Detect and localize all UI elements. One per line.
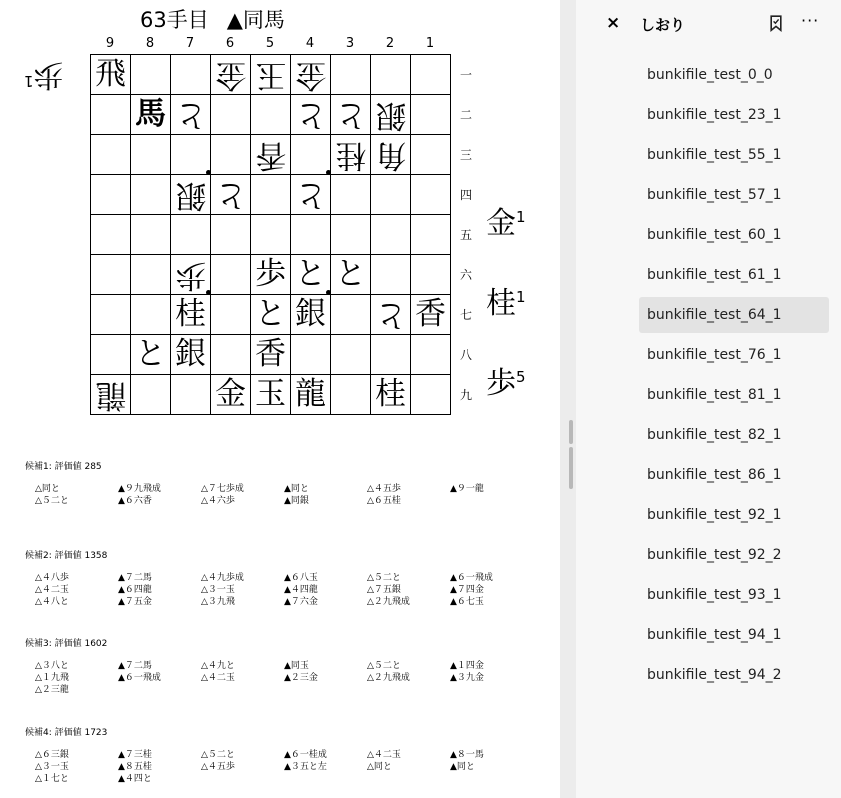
- board-cell: [371, 215, 411, 255]
- bookmark-item[interactable]: bunkifile_test_23_1: [647, 107, 782, 123]
- board-cell: [91, 175, 131, 215]
- board-cell: [331, 175, 371, 215]
- more-options-button[interactable]: ···: [801, 11, 820, 30]
- hand-piece-name: 桂: [486, 286, 516, 321]
- row-label: 二: [459, 108, 472, 122]
- candidate-move: △７七歩成: [201, 484, 244, 494]
- board-piece: 銀: [171, 335, 211, 375]
- candidate-move: ▲７六金: [284, 597, 318, 607]
- board-cell: [411, 215, 451, 255]
- board-piece: 龍: [291, 375, 331, 415]
- board-cell: [171, 135, 211, 175]
- board-star-point: [206, 170, 211, 175]
- candidate-move: △同と: [35, 484, 60, 494]
- candidate-move: △３八と: [35, 661, 69, 671]
- board-cell: [411, 95, 451, 135]
- board-cell: [371, 55, 411, 95]
- board-cell: [131, 295, 171, 335]
- candidate-move: ▲６一桂成: [284, 750, 327, 760]
- board-cell: [371, 175, 411, 215]
- board-cell: [371, 255, 411, 295]
- hand-piece: [24, 56, 64, 100]
- candidate-move: ▲７五金: [118, 597, 152, 607]
- board-piece: 銀: [291, 295, 331, 335]
- board-piece: 銀: [171, 175, 211, 215]
- board-piece: 玉: [251, 375, 291, 415]
- candidate-move: ▲２三金: [284, 673, 318, 683]
- candidate-move: △６三銀: [35, 750, 69, 760]
- board-cell: [171, 215, 211, 255]
- bookmark-item[interactable]: bunkifile_test_61_1: [647, 267, 782, 283]
- column-label: 3: [345, 36, 355, 51]
- bookmark-item[interactable]: bunkifile_test_60_1: [647, 227, 782, 243]
- hand-piece-count: 5: [516, 368, 526, 386]
- board-cell: [211, 255, 251, 295]
- bookmark-item[interactable]: bunkifile_test_82_1: [647, 427, 782, 443]
- board-cell: [91, 215, 131, 255]
- candidate-move: ▲６七玉: [450, 597, 484, 607]
- bookmark-item[interactable]: bunkifile_test_86_1: [647, 467, 782, 483]
- board-piece: 玉: [251, 55, 291, 95]
- row-label: 五: [459, 228, 472, 242]
- candidate-move: ▲６一飛成: [450, 573, 493, 583]
- candidate-move: ▲６六香: [118, 496, 152, 506]
- hand-piece-count: 1: [516, 208, 526, 226]
- board-piece: と: [371, 295, 411, 335]
- candidate-move: ▲７二馬: [118, 573, 152, 583]
- candidate-move: △４八と: [35, 597, 69, 607]
- board-cell: [171, 375, 211, 415]
- board-cell: [251, 175, 291, 215]
- board-piece: 龍: [91, 375, 131, 415]
- column-label: 9: [105, 36, 115, 51]
- candidate-move: △５二と: [367, 573, 401, 583]
- board-piece: 桂: [371, 375, 411, 415]
- candidate-block: [25, 725, 555, 785]
- column-label: 6: [225, 36, 235, 51]
- candidate-move: △１九飛: [35, 673, 69, 683]
- candidate-move: △４二玉: [35, 585, 69, 595]
- bookmark-item[interactable]: bunkifile_test_92_1: [647, 507, 782, 523]
- candidate-move: ▲３九金: [450, 673, 484, 683]
- row-label: 一: [459, 68, 472, 82]
- column-label: 1: [425, 36, 435, 51]
- board-cell: [251, 95, 291, 135]
- candidate-move: △４六歩: [201, 496, 235, 506]
- board-piece: と: [331, 255, 371, 295]
- candidate-move: ▲８一馬: [450, 750, 484, 760]
- row-label: 七: [459, 308, 472, 322]
- candidate-block: [25, 548, 555, 608]
- candidate-move: △１七と: [35, 774, 69, 784]
- candidate-move: △２三龍: [35, 685, 69, 695]
- board-cell: [331, 55, 371, 95]
- board-piece: 飛: [91, 55, 131, 95]
- board-star-point: [326, 290, 331, 295]
- bookmark-item[interactable]: bunkifile_test_76_1: [647, 347, 782, 363]
- board-cell: [211, 95, 251, 135]
- bookmark-item[interactable]: bunkifile_test_55_1: [647, 147, 782, 163]
- board-cell: [131, 175, 171, 215]
- board-cell: [131, 375, 171, 415]
- bookmark-item[interactable]: bunkifile_test_57_1: [647, 187, 782, 203]
- bookmark-item[interactable]: bunkifile_test_94_1: [647, 627, 782, 643]
- document-scrollbar-thumb[interactable]: [569, 447, 573, 489]
- board-cell: [291, 135, 331, 175]
- board-piece: と: [291, 175, 331, 215]
- candidate-move: △２九飛成: [367, 597, 410, 607]
- board-piece: 香: [251, 335, 291, 375]
- move-number: 63手目: [140, 8, 209, 32]
- candidate-move: △４五歩: [201, 762, 235, 772]
- splitter-handle[interactable]: [569, 420, 573, 444]
- board-piece: 香: [251, 135, 291, 175]
- row-label: 八: [459, 348, 472, 362]
- board-cell: [131, 215, 171, 255]
- board-cell: [411, 175, 451, 215]
- bookmark-item[interactable]: bunkifile_test_64_1: [639, 297, 829, 333]
- candidate-move: ▲６一飛成: [118, 673, 161, 683]
- candidate-move: △３一玉: [201, 585, 235, 595]
- candidate-move: △４五歩: [367, 484, 401, 494]
- board-cell: [91, 295, 131, 335]
- board-cell: [411, 135, 451, 175]
- board-piece: と: [171, 95, 211, 135]
- candidate-move: △３一玉: [35, 762, 69, 772]
- candidate-move: △同と: [367, 762, 392, 772]
- bookmark-item[interactable]: bunkifile_test_93_1: [647, 587, 782, 603]
- hand-piece-count: 1: [24, 72, 34, 90]
- hand-piece: [486, 358, 526, 402]
- candidate-move: ▲７四金: [450, 585, 484, 595]
- candidate-move: ▲６八玉: [284, 573, 318, 583]
- candidate-move: ▲６四龍: [118, 585, 152, 595]
- board-cell: [131, 55, 171, 95]
- board-cell: [331, 335, 371, 375]
- panel-title: しおり: [640, 16, 686, 34]
- column-label: 4: [305, 36, 315, 51]
- board-cell: [211, 335, 251, 375]
- candidate-move: ▲７二馬: [118, 661, 152, 671]
- candidate-block: [25, 636, 555, 696]
- column-label: 5: [265, 36, 275, 51]
- candidate-move: ▲４四龍: [284, 585, 318, 595]
- row-label: 四: [459, 188, 472, 202]
- board-cell: [331, 295, 371, 335]
- board-piece: 桂: [171, 295, 211, 335]
- candidate-move: △５二と: [367, 661, 401, 671]
- candidate-move: △３九飛: [201, 597, 235, 607]
- board-piece: 歩: [251, 255, 291, 295]
- board-cell: [91, 255, 131, 295]
- board-cell: [91, 335, 131, 375]
- board-cell: [291, 335, 331, 375]
- bookmark-item[interactable]: bunkifile_test_81_1: [647, 387, 782, 403]
- board-cell: [411, 55, 451, 95]
- board-piece: と: [291, 255, 331, 295]
- board-piece: と: [291, 95, 331, 135]
- board-piece: 金: [291, 55, 331, 95]
- splitter[interactable]: [560, 0, 576, 798]
- candidate-move: △４二玉: [201, 673, 235, 683]
- candidate-move: △５二と: [201, 750, 235, 760]
- bookmark-icon[interactable]: [770, 15, 782, 32]
- board-cell: [91, 135, 131, 175]
- candidate-move: △４九歩成: [201, 573, 244, 583]
- board-cell: [411, 375, 451, 415]
- board-star-point: [326, 170, 331, 175]
- candidate-header: 候補4: 評価値 1723: [25, 728, 108, 738]
- candidate-move: ▲同玉: [284, 661, 309, 671]
- board-cell: [131, 255, 171, 295]
- last-move: ▲同馬: [226, 8, 285, 32]
- hand-piece-name: 金: [486, 206, 516, 241]
- board-cell: [411, 335, 451, 375]
- hand-piece: [486, 198, 526, 242]
- board-piece: 銀: [371, 95, 411, 135]
- board-cell: [131, 135, 171, 175]
- board-piece: 金: [211, 375, 251, 415]
- column-label: 8: [145, 36, 155, 51]
- candidate-move: ▲４四と: [118, 774, 152, 784]
- board-cell: [171, 55, 211, 95]
- hand-piece-name: 歩: [33, 57, 64, 92]
- candidate-move: ▲８五桂: [118, 762, 152, 772]
- board-piece: 歩: [171, 255, 211, 295]
- candidate-header: 候補3: 評価値 1602: [25, 639, 108, 649]
- board-piece: 桂: [331, 135, 371, 175]
- board-star-point: [206, 290, 211, 295]
- candidate-move: △４二玉: [367, 750, 401, 760]
- board-piece: と: [331, 95, 371, 135]
- candidate-move: △４九と: [201, 661, 235, 671]
- hand-piece-name: 歩: [486, 366, 516, 401]
- row-label: 三: [459, 148, 472, 162]
- bookmark-item[interactable]: bunkifile_test_0_0: [647, 67, 773, 83]
- bookmark-item[interactable]: bunkifile_test_92_2: [647, 547, 782, 563]
- board-piece: と: [131, 335, 171, 375]
- candidate-block: [25, 459, 555, 507]
- board-piece: 香: [411, 295, 451, 335]
- bookmark-item[interactable]: bunkifile_test_94_2: [647, 667, 782, 683]
- page-title: [140, 4, 285, 34]
- candidate-move: △４八歩: [35, 573, 69, 583]
- board-cell: [371, 335, 411, 375]
- board-cell: [291, 215, 331, 255]
- hand-piece-count: 1: [516, 288, 526, 306]
- board-cell: [91, 95, 131, 135]
- candidate-move: △２九飛成: [367, 673, 410, 683]
- board-piece: と: [251, 295, 291, 335]
- board-cell: [211, 215, 251, 255]
- candidate-move: ▲同と: [284, 484, 309, 494]
- candidate-move: △５二と: [35, 496, 69, 506]
- hand-piece: [486, 278, 526, 322]
- board-cell: [331, 375, 371, 415]
- board-cell: [331, 215, 371, 255]
- board-piece: 角: [371, 135, 411, 175]
- candidate-header: 候補2: 評価値 1358: [25, 551, 108, 561]
- board-cell: [411, 255, 451, 295]
- candidate-move: △７五銀: [367, 585, 401, 595]
- column-label: 7: [185, 36, 195, 51]
- candidate-move: ▲３五と左: [284, 762, 327, 772]
- column-label: 2: [385, 36, 395, 51]
- candidate-header: 候補1: 評価値 285: [25, 462, 102, 472]
- close-panel-button[interactable]: ×: [606, 13, 621, 33]
- row-label: 六: [459, 268, 472, 282]
- board-piece: 馬: [131, 95, 171, 135]
- shogi-board: [90, 54, 452, 414]
- row-label: 九: [459, 388, 472, 402]
- candidate-move: ▲１四金: [450, 661, 484, 671]
- candidate-move: ▲９一龍: [450, 484, 484, 494]
- board-cell: [211, 295, 251, 335]
- candidate-move: ▲９九飛成: [118, 484, 161, 494]
- board-piece: と: [211, 175, 251, 215]
- board-cell: [251, 215, 291, 255]
- candidate-move: ▲７三桂: [118, 750, 152, 760]
- board-piece: 金: [211, 55, 251, 95]
- board-cell: [211, 135, 251, 175]
- candidate-move: ▲同銀: [284, 496, 309, 506]
- candidate-move: ▲同と: [450, 762, 475, 772]
- candidate-move: △６五桂: [367, 496, 401, 506]
